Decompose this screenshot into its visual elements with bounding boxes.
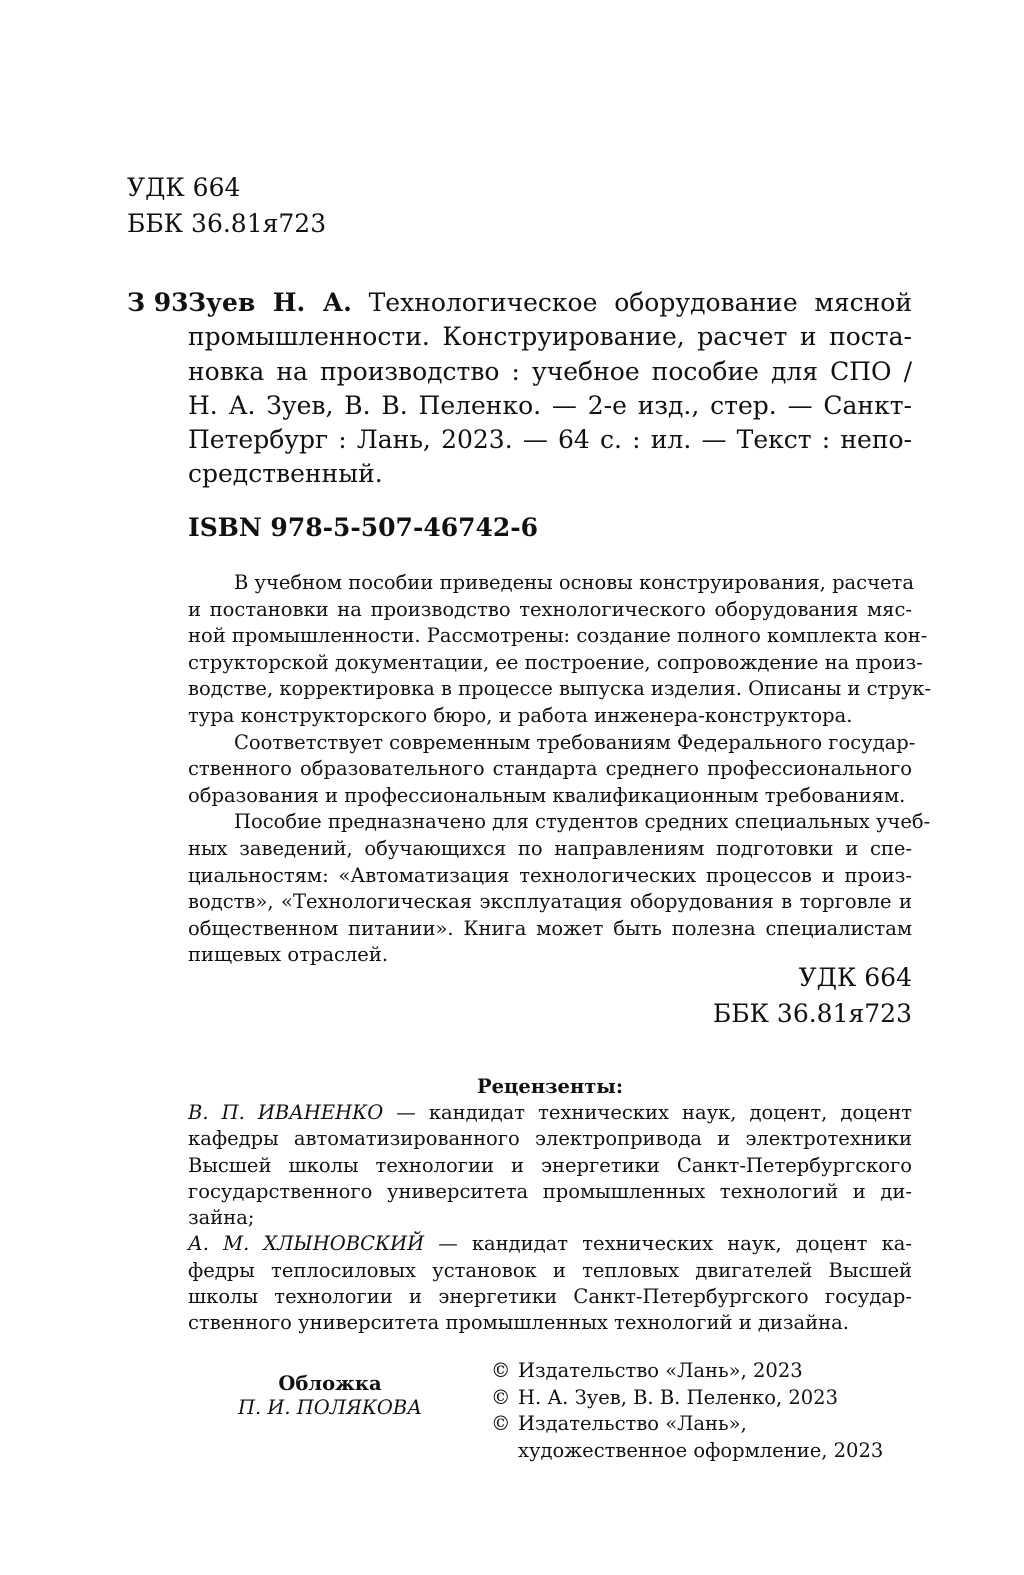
annotation-line: общественном питании». Книга может быть полезна специалистам [188,916,912,940]
entry-line: новка на производство : учебное пособие для СПО / [188,356,912,386]
cover-title: Обложка [278,1372,382,1395]
annotation-line: ных заведений, обучающихся по направлениям подготовки и спе- [188,836,912,860]
copyright-icon: © [491,1359,511,1382]
reviewer-line [188,1231,912,1257]
annotation-line: циальностям: «Автоматизация технологических процессов и произ- [188,863,912,887]
annotation-line: тура конструкторского бюро, и работа инженера-конструктора. [188,703,853,727]
copyright-line: художественное оформление, 2023 [518,1438,884,1462]
copyright-text: Издательство «Лань», [518,1412,747,1436]
copyright-line [491,1411,883,1438]
reviewer-line: ственного университета промышленных технологий и дизайна. [188,1311,849,1335]
copyright-block [491,1358,883,1464]
reviewer-line: кафедры автоматизированного электропривода и электротехники [188,1127,912,1151]
bbk-code: ББК 36.81я723 [127,209,327,238]
annotation-line: Соответствует современным требованиям Федерального государ- [234,730,916,754]
reviewers [188,1100,912,1337]
copyright-line [491,1385,883,1412]
annotation-line: ственного образовательного стандарта среднего профессионального [188,757,912,781]
entry-line [188,286,912,320]
annotation-line: водств», «Технологическая эксплуатация оборудования в торговле и [188,890,912,914]
reviewer-line: Высшей школы технологии и энергетики Санкт-Петербургского [188,1153,912,1177]
copyright-icon: © [491,1385,511,1409]
classification-top [127,170,326,242]
author-mark: З 93 [127,288,189,317]
reviewer-1-name: В. П. ИВАНЕНКО [188,1101,384,1124]
copyright-line [491,1358,883,1385]
entry-line: Петербург : Лань, 2023. — 64 с. : ил. — Текст : непо- [188,425,912,455]
entry-line: средственный. [188,459,383,489]
entry-line: Н. А. Зуев, В. В. Пеленко. — 2-е изд., стер. — Санкт- [188,390,912,420]
reviewer-line: зайна; [188,1206,255,1230]
udk-code: УДК 664 [127,173,241,202]
annotation-line: структорской документации, ее построение, сопровождение на произ- [188,650,923,674]
classification-bottom [713,960,912,1032]
entry-line: промышленности. Конструирование, расчет и поста- [188,322,912,352]
copyright-text: Н. А. Зуев, В. В. Пеленко, 2023 [518,1385,838,1409]
reviewer-2-text: — кандидат технических наук, доцент ка- [424,1232,912,1256]
udk-code: УДК 664 [798,963,912,992]
entry-title-start: Технологическое оборудование мясной [368,288,913,317]
reviewer-1-text: — кандидат технических наук, доцент, доцент [383,1101,912,1124]
annotation [188,570,932,969]
bibliographic-entry [188,286,912,492]
reviewer-line: государственного университета промышленных технологий и ди- [188,1179,912,1203]
isbn: ISBN 978-5-507-46742-6 [188,513,539,542]
annotation-line: Пособие предназначено для студентов средних специальных учеб- [234,810,931,834]
entry-author: Зуев Н. А. [188,288,352,317]
annotation-line: образования и профессиональным квалификационным требованиям. [188,783,906,807]
copyright-icon: © [491,1412,511,1436]
annotation-line: В учебном пособии приведены основы конструирования, расчета [234,571,914,594]
bbk-code: ББК 36.81я723 [712,999,912,1028]
reviewers-title: Рецензенты: [476,1075,624,1098]
reviewer-line: федры теплосиловых установок и тепловых двигателей Высшей [188,1258,912,1282]
annotation-line: и постановки на производство технологического оборудования мяс- [188,597,912,621]
reviewer-line [188,1100,912,1126]
reviewer-line: школы технологии и энергетики Санкт-Петербургского государ- [188,1285,912,1309]
annotation-line: водстве, корректировка в процессе выпуска изделия. Описаны и струк- [188,677,932,701]
reviewer-2-name: А. М. ХЛЫНОВСКИЙ [188,1232,425,1256]
copyright-text: Издательство «Лань», 2023 [518,1359,803,1382]
annotation-line: ной промышленности. Рассмотрены: создание полного комплекта кон- [188,624,928,648]
annotation-line: пищевых отраслей. [188,943,389,967]
cover-credit [190,1372,470,1420]
cover-artist: П. И. ПОЛЯКОВА [238,1396,422,1419]
